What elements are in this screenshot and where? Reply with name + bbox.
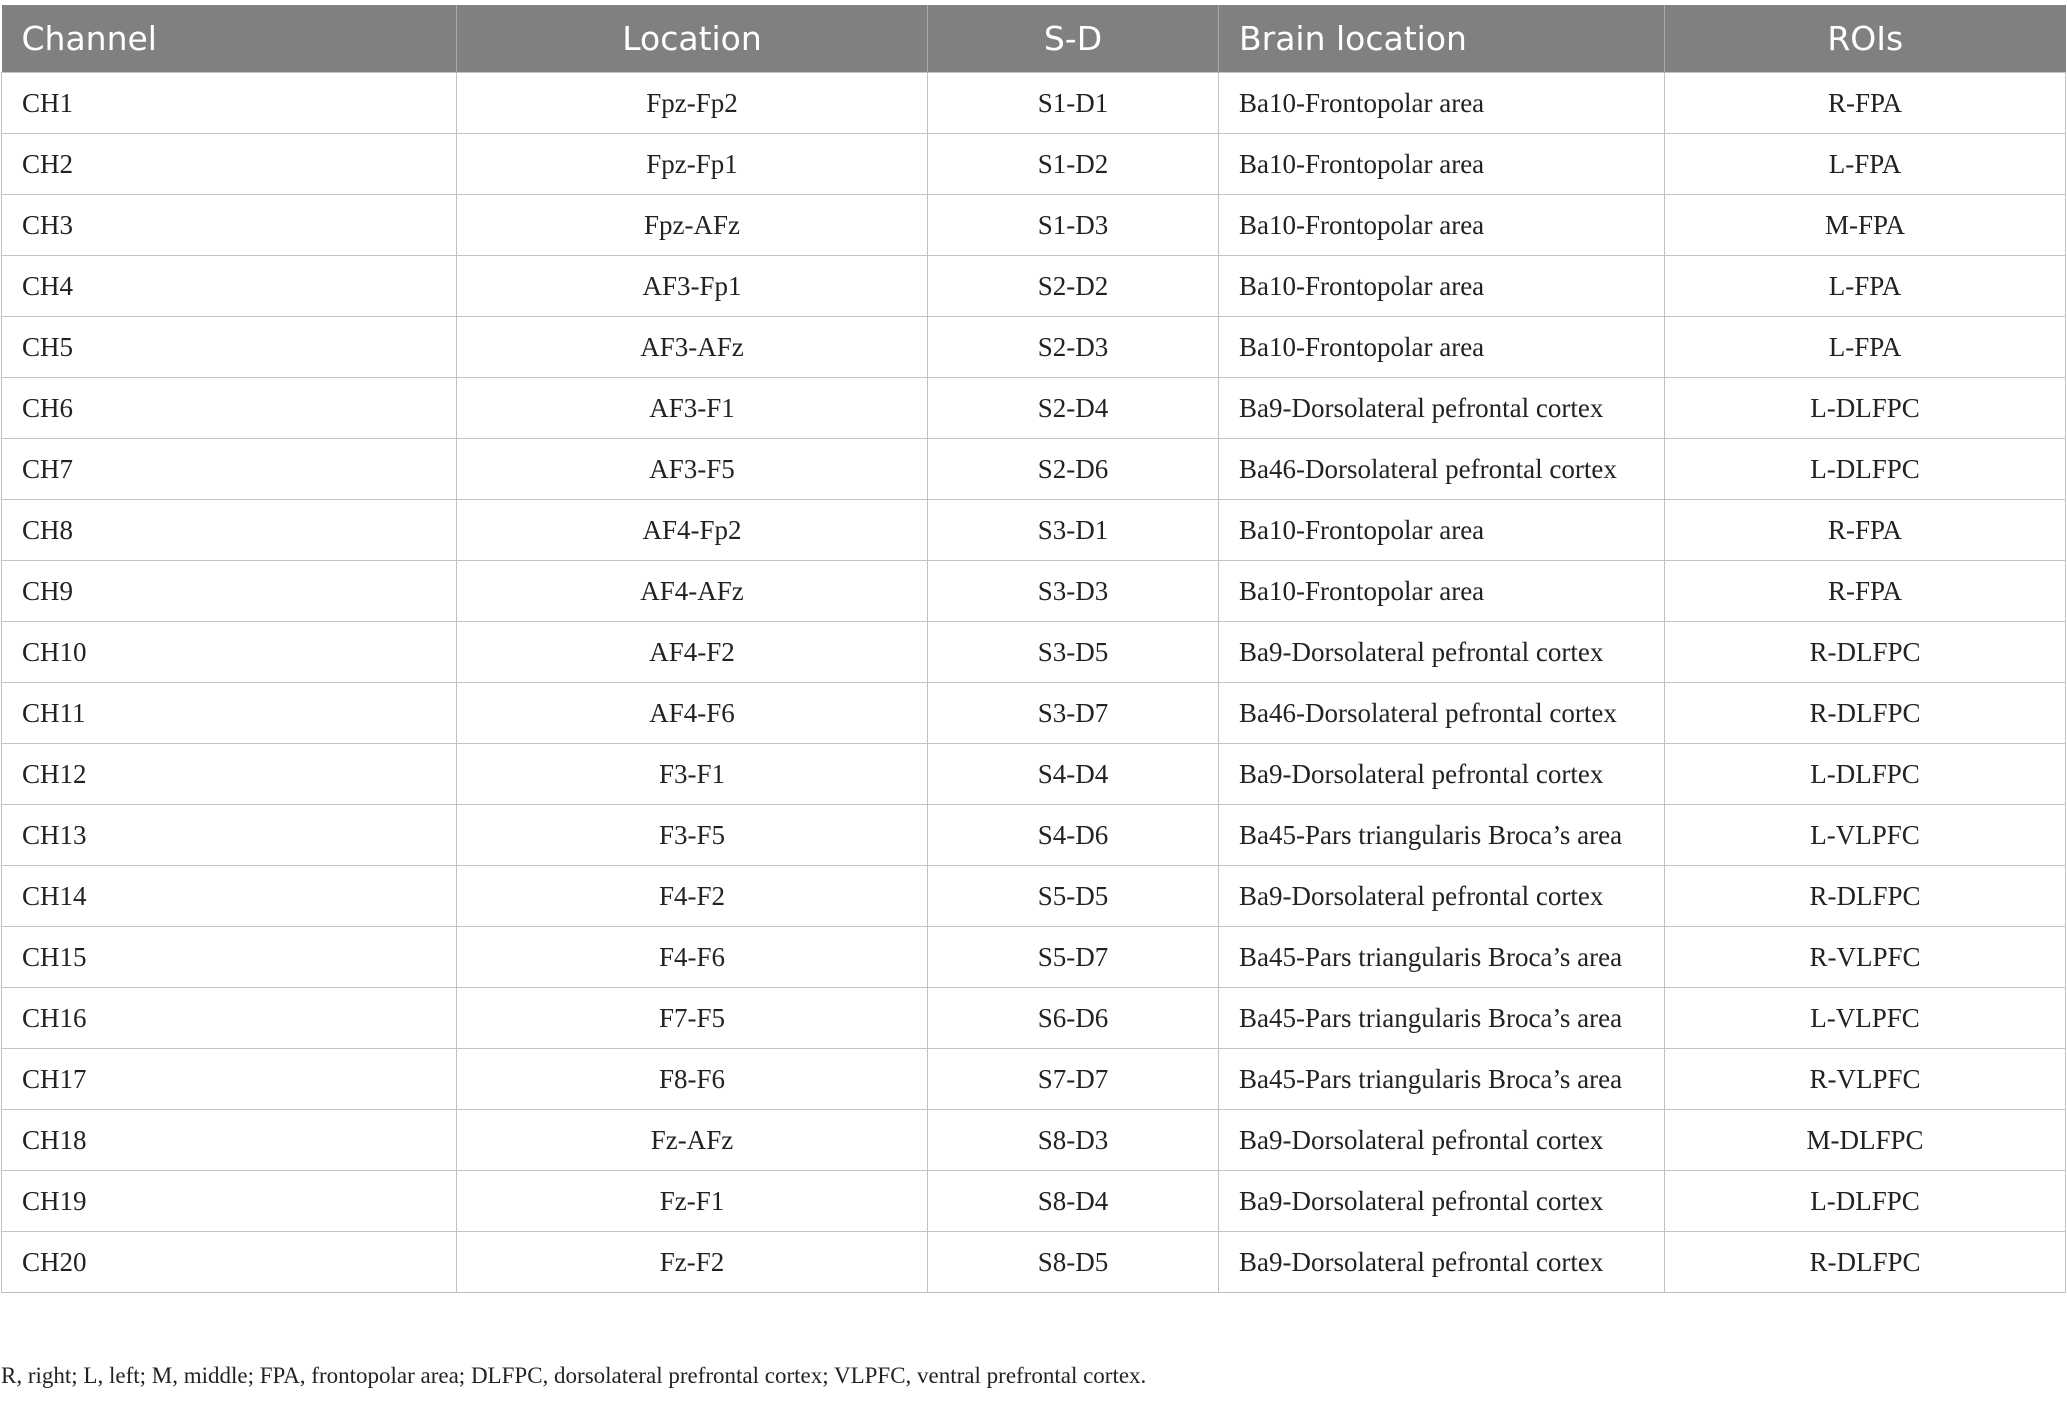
cell-location: AF4-AFz xyxy=(457,561,928,622)
cell-channel: CH8 xyxy=(2,500,457,561)
cell-channel: CH15 xyxy=(2,927,457,988)
table-row xyxy=(2,927,2066,988)
table-row xyxy=(2,317,2066,378)
cell-location: AF4-F6 xyxy=(457,683,928,744)
cell-location: F4-F6 xyxy=(457,927,928,988)
cell-s-d: S8-D5 xyxy=(928,1232,1219,1293)
table-row xyxy=(2,378,2066,439)
table-row xyxy=(2,439,2066,500)
cell-s-d: S2-D6 xyxy=(928,439,1219,500)
table-row xyxy=(2,622,2066,683)
table-row xyxy=(2,256,2066,317)
cell-s-d: S3-D7 xyxy=(928,683,1219,744)
cell-s-d: S2-D3 xyxy=(928,317,1219,378)
header-brain-location: Brain location xyxy=(1219,5,1665,73)
cell-s-d: S3-D5 xyxy=(928,622,1219,683)
cell-roi: R-FPA xyxy=(1665,73,2066,134)
cell-brain-location: Ba9-Dorsolateral pefrontal cortex xyxy=(1219,866,1665,927)
cell-brain-location: Ba45-Pars triangularis Broca’s area xyxy=(1219,1049,1665,1110)
cell-location: AF4-Fp2 xyxy=(457,500,928,561)
cell-location: F4-F2 xyxy=(457,866,928,927)
cell-s-d: S5-D5 xyxy=(928,866,1219,927)
table-row xyxy=(2,1049,2066,1110)
cell-location: Fpz-Fp2 xyxy=(457,73,928,134)
cell-brain-location: Ba46-Dorsolateral pefrontal cortex xyxy=(1219,439,1665,500)
cell-roi: R-DLFPC xyxy=(1665,683,2066,744)
cell-location: F3-F5 xyxy=(457,805,928,866)
cell-location: AF3-F1 xyxy=(457,378,928,439)
cell-brain-location: Ba9-Dorsolateral pefrontal cortex xyxy=(1219,1171,1665,1232)
cell-channel: CH3 xyxy=(2,195,457,256)
cell-location: F8-F6 xyxy=(457,1049,928,1110)
cell-roi: L-DLFPC xyxy=(1665,378,2066,439)
cell-roi: R-VLPFC xyxy=(1665,927,2066,988)
cell-brain-location: Ba10-Frontopolar area xyxy=(1219,561,1665,622)
cell-brain-location: Ba45-Pars triangularis Broca’s area xyxy=(1219,805,1665,866)
cell-channel: CH14 xyxy=(2,866,457,927)
cell-roi: R-FPA xyxy=(1665,500,2066,561)
table-row xyxy=(2,1232,2066,1293)
cell-location: AF3-AFz xyxy=(457,317,928,378)
cell-brain-location: Ba10-Frontopolar area xyxy=(1219,500,1665,561)
cell-s-d: S1-D2 xyxy=(928,134,1219,195)
cell-s-d: S1-D3 xyxy=(928,195,1219,256)
cell-s-d: S3-D3 xyxy=(928,561,1219,622)
cell-roi: L-FPA xyxy=(1665,134,2066,195)
cell-s-d: S2-D2 xyxy=(928,256,1219,317)
cell-s-d: S6-D6 xyxy=(928,988,1219,1049)
cell-channel: CH6 xyxy=(2,378,457,439)
cell-brain-location: Ba45-Pars triangularis Broca’s area xyxy=(1219,988,1665,1049)
cell-brain-location: Ba10-Frontopolar area xyxy=(1219,256,1665,317)
cell-brain-location: Ba10-Frontopolar area xyxy=(1219,317,1665,378)
cell-roi: L-FPA xyxy=(1665,256,2066,317)
table-body xyxy=(2,73,2066,1293)
table-row xyxy=(2,195,2066,256)
cell-channel: CH18 xyxy=(2,1110,457,1171)
cell-brain-location: Ba9-Dorsolateral pefrontal cortex xyxy=(1219,1232,1665,1293)
channel-table xyxy=(1,5,2066,1293)
cell-brain-location: Ba45-Pars triangularis Broca’s area xyxy=(1219,927,1665,988)
cell-roi: R-FPA xyxy=(1665,561,2066,622)
cell-roi: L-VLPFC xyxy=(1665,988,2066,1049)
cell-roi: L-DLFPC xyxy=(1665,744,2066,805)
table-row xyxy=(2,744,2066,805)
cell-brain-location: Ba9-Dorsolateral pefrontal cortex xyxy=(1219,1110,1665,1171)
cell-s-d: S5-D7 xyxy=(928,927,1219,988)
table-header xyxy=(2,5,2066,73)
cell-location: Fz-F1 xyxy=(457,1171,928,1232)
cell-s-d: S8-D3 xyxy=(928,1110,1219,1171)
cell-roi: R-DLFPC xyxy=(1665,622,2066,683)
cell-roi: L-FPA xyxy=(1665,317,2066,378)
cell-brain-location: Ba9-Dorsolateral pefrontal cortex xyxy=(1219,378,1665,439)
cell-roi: L-DLFPC xyxy=(1665,439,2066,500)
cell-location: F7-F5 xyxy=(457,988,928,1049)
table-row xyxy=(2,134,2066,195)
cell-location: AF4-F2 xyxy=(457,622,928,683)
header-location: Location xyxy=(457,5,928,73)
cell-roi: L-VLPFC xyxy=(1665,805,2066,866)
cell-s-d: S8-D4 xyxy=(928,1171,1219,1232)
cell-brain-location: Ba46-Dorsolateral pefrontal cortex xyxy=(1219,683,1665,744)
cell-roi: R-DLFPC xyxy=(1665,866,2066,927)
cell-brain-location: Ba9-Dorsolateral pefrontal cortex xyxy=(1219,622,1665,683)
table-row xyxy=(2,988,2066,1049)
cell-roi: R-VLPFC xyxy=(1665,1049,2066,1110)
cell-location: Fpz-AFz xyxy=(457,195,928,256)
cell-s-d: S7-D7 xyxy=(928,1049,1219,1110)
cell-channel: CH4 xyxy=(2,256,457,317)
cell-channel: CH10 xyxy=(2,622,457,683)
cell-brain-location: Ba10-Frontopolar area xyxy=(1219,195,1665,256)
cell-s-d: S1-D1 xyxy=(928,73,1219,134)
cell-s-d: S2-D4 xyxy=(928,378,1219,439)
cell-channel: CH12 xyxy=(2,744,457,805)
cell-brain-location: Ba10-Frontopolar area xyxy=(1219,134,1665,195)
table-row xyxy=(2,561,2066,622)
table-row xyxy=(2,866,2066,927)
cell-location: Fz-AFz xyxy=(457,1110,928,1171)
cell-channel: CH17 xyxy=(2,1049,457,1110)
table-row xyxy=(2,1171,2066,1232)
cell-s-d: S4-D4 xyxy=(928,744,1219,805)
cell-channel: CH2 xyxy=(2,134,457,195)
table-footnote: R, right; L, left; M, middle; FPA, frontopolar area; DLFPC, dorsolateral prefrontal cortex; VLPFC, ventral prefrontal cortex. xyxy=(1,1363,1147,1388)
cell-channel: CH7 xyxy=(2,439,457,500)
cell-location: AF3-F5 xyxy=(457,439,928,500)
cell-channel: CH11 xyxy=(2,683,457,744)
cell-channel: CH20 xyxy=(2,1232,457,1293)
cell-s-d: S3-D1 xyxy=(928,500,1219,561)
cell-channel: CH16 xyxy=(2,988,457,1049)
header-s-d: S-D xyxy=(928,5,1219,73)
cell-location: AF3-Fp1 xyxy=(457,256,928,317)
table-row xyxy=(2,683,2066,744)
cell-location: Fpz-Fp1 xyxy=(457,134,928,195)
table-container xyxy=(1,5,2065,1293)
table-row xyxy=(2,500,2066,561)
cell-brain-location: Ba10-Frontopolar area xyxy=(1219,73,1665,134)
cell-brain-location: Ba9-Dorsolateral pefrontal cortex xyxy=(1219,744,1665,805)
cell-channel: CH13 xyxy=(2,805,457,866)
cell-roi: M-DLFPC xyxy=(1665,1110,2066,1171)
cell-channel: CH1 xyxy=(2,73,457,134)
cell-s-d: S4-D6 xyxy=(928,805,1219,866)
cell-location: Fz-F2 xyxy=(457,1232,928,1293)
cell-roi: L-DLFPC xyxy=(1665,1171,2066,1232)
header-rois: ROIs xyxy=(1665,5,2066,73)
cell-channel: CH9 xyxy=(2,561,457,622)
table-row xyxy=(2,1110,2066,1171)
cell-location: F3-F1 xyxy=(457,744,928,805)
table-row xyxy=(2,73,2066,134)
cell-channel: CH19 xyxy=(2,1171,457,1232)
cell-roi: R-DLFPC xyxy=(1665,1232,2066,1293)
cell-roi: M-FPA xyxy=(1665,195,2066,256)
header-row xyxy=(2,5,2066,73)
header-channel: Channel xyxy=(2,5,457,73)
cell-channel: CH5 xyxy=(2,317,457,378)
table-row xyxy=(2,805,2066,866)
